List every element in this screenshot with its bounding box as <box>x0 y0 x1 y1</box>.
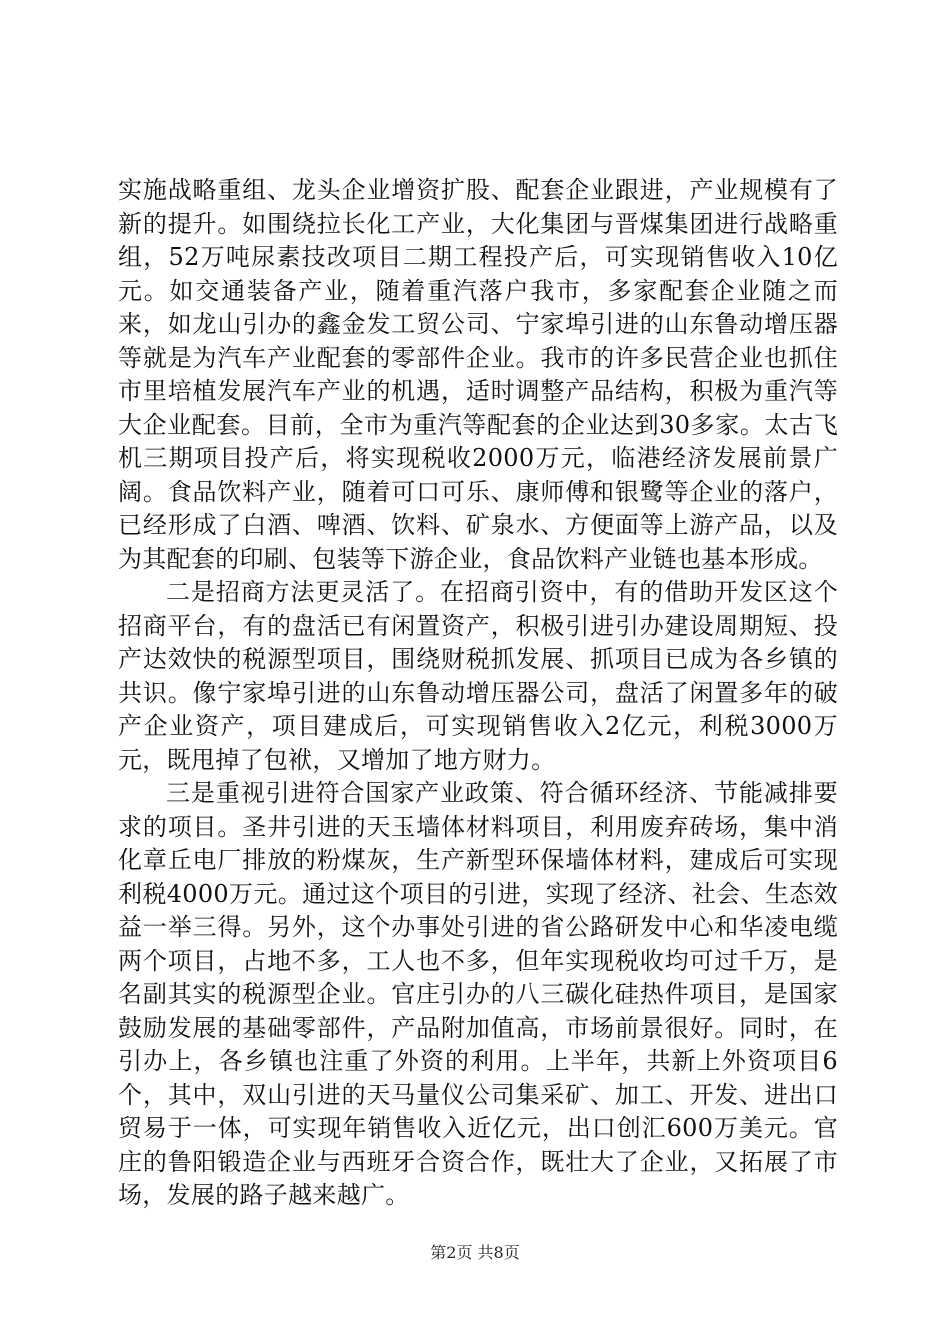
paragraph-investment-methods: 二是招商方法更灵活了。在招商引资中，有的借助开发区这个招商平台，有的盘活已有闲置资产，积极引进引办建设周期短、投产达效快的税源型项目，围绕财税抓发展、抓项目已成为各乡镇的共识。像宁家埠引进的山东鲁动增压器公司，盘活了闲置多年的破产企业资产，项目建成后，可实现销售收入2亿元，利税3000万元，既甩掉了包袱，又增加了地方财力。 <box>118 578 838 774</box>
paragraph-continuation: 实施战略重组、龙头企业增资扩股、配套企业跟进，产业规模有了新的提升。如围绕拉长化工产业，大化集团与晋煤集团进行战略重组，52万吨尿素技改项目二期工程投产后，可实现销售收入10亿元。如交通装备产业，随着重汽落户我市，多家配套企业随之而来，如龙山引办的鑫金发工贸公司、宁家埠引进的山东鲁动增压器等就是为汽车产业配套的零部件企业。我市的许多民营企业也抓住市里培植发展汽车产业的机遇，适时调整产品结构，积极为重汽等大企业配套。目前，全市为重汽等配套的企业达到30多家。太古飞机三期项目投产后，将实现税收2000万元，临港经济发展前景广阔。食品饮料产业，随着可口可乐、康师傅和银鹭等企业的落户，已经形成了白酒、啤酒、饮料、矿泉水、方便面等上游产品，以及为其配套的印刷、包装等下游企业，食品饮料产业链也基本形成。 <box>118 176 838 573</box>
page-footer: 第2页 共8页 <box>430 1243 520 1262</box>
paragraph-policy-projects: 三是重视引进符合国家产业政策、符合循环经济、节能减排要求的项目。圣井引进的天玉墙体材料项目，利用废弃砖场，集中消化章丘电厂排放的粉煤灰，生产新型环保墙体材料，建成后可实现利税4000万元。通过这个项目的引进，实现了经济、社会、生态效益一举三得。另外，这个办事处引进的省公路研发中心和华凌电缆两个项目，占地不多，工人也不多，但年实现税收均可过千万，是名副其实的税源型企业。官庄引办的八三碳化硅热件项目，是国家鼓励发展的基础零部件，产品附加值高，市场前景很好。同时，在引办上，各乡镇也注重了外资的利用。上半年，共新上外资项目6个，其中，双山引进的天马量仪公司集采矿、加工、开发、进出口贸易于一体，可实现年销售收入近亿元，出口创汇600万美元。官庄的鲁阳锻造企业与西班牙合资合作，既壮大了企业，又拓展了市场，发展的路子越来越广。 <box>118 779 838 1209</box>
document-body <box>118 174 838 1213</box>
